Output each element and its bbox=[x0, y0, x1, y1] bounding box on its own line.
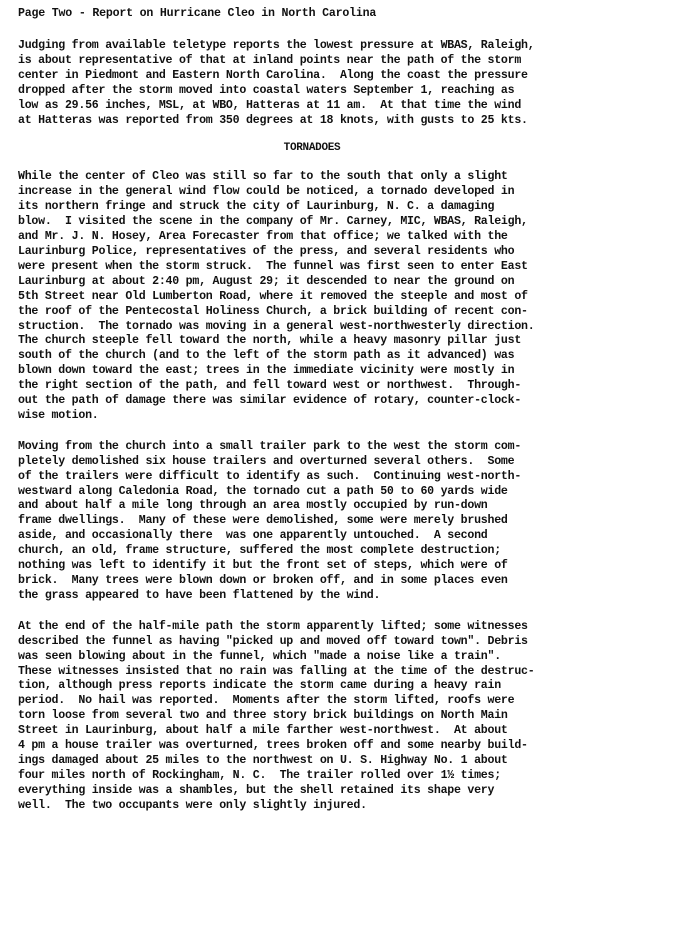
text-line: westward along Caledonia Road, the tornado cut a path 50 to 60 yards wide bbox=[18, 484, 508, 498]
text-line: described the funnel as having "picked up and moved off toward town". Debris bbox=[18, 634, 528, 648]
text-line: tion, although press reports indicate the storm came during a heavy rain bbox=[18, 679, 501, 693]
paragraph-storm-lifted bbox=[18, 620, 666, 814]
paragraph-tornado-development bbox=[18, 170, 666, 423]
text-line: torn loose from several two and three story brick buildings on North Main bbox=[18, 709, 508, 723]
text-line: is about representative of that at inland points near the path of the storm bbox=[18, 53, 522, 67]
text-line: church, an old, frame structure, suffered the most complete destruction; bbox=[18, 544, 501, 558]
paragraph-trailer-park-damage bbox=[18, 440, 666, 604]
text-line: At the end of the half-mile path the storm apparently lifted; some witnesses bbox=[18, 619, 528, 633]
text-line: at Hatteras was reported from 350 degrees at 18 knots, with gusts to 25 kts. bbox=[18, 113, 528, 127]
text-line: the roof of the Pentecostal Holiness Church, a brick building of recent con- bbox=[18, 304, 528, 318]
text-line: Laurinburg Police, representatives of the press, and several residents who bbox=[18, 244, 515, 258]
text-line: These witnesses insisted that no rain was falling at the time of the destruc- bbox=[18, 664, 535, 678]
text-line: nothing was left to identify it but the front set of steps, which were of bbox=[18, 559, 508, 573]
text-line: the grass appeared to have been flattened by the wind. bbox=[18, 588, 381, 602]
document-page bbox=[18, 6, 666, 814]
text-line: was seen blowing about in the funnel, which "made a noise like a train". bbox=[18, 649, 501, 663]
section-title-tornadoes: TORNADOES bbox=[283, 142, 341, 155]
text-line: blow. I visited the scene in the company of Mr. Carney, MIC, WBAS, Raleigh, bbox=[18, 215, 528, 229]
text-line: four miles north of Rockingham, N. C. The trailer rolled over 1½ times; bbox=[18, 768, 501, 782]
text-line: dropped after the storm moved into coastal waters September 1, reaching as bbox=[18, 83, 515, 97]
text-line: ings damaged about 25 miles to the northwest on U. S. Highway No. 1 about bbox=[18, 753, 508, 767]
text-line: low as 29.56 inches, MSL, at WBO, Hatteras at 11 am. At that time the wind bbox=[18, 98, 522, 112]
text-line: the right section of the path, and fell toward west or northwest. Through- bbox=[18, 379, 522, 393]
text-line: blown down toward the east; trees in the immediate vicinity were mostly in bbox=[18, 364, 515, 378]
text-line: Moving from the church into a small trailer park to the west the storm com- bbox=[18, 439, 522, 453]
text-line: of the trailers were difficult to identify as such. Continuing west-north- bbox=[18, 469, 522, 483]
text-line: well. The two occupants were only slightly injured. bbox=[18, 798, 367, 812]
text-line: Judging from available teletype reports the lowest pressure at WBAS, Raleigh, bbox=[18, 39, 535, 52]
text-line: out the path of damage there was similar evidence of rotary, counter-clock- bbox=[18, 394, 522, 408]
text-line: period. No hail was reported. Moments after the storm lifted, roofs were bbox=[18, 694, 515, 708]
text-line: and about half a mile long through an area mostly occupied by run-down bbox=[18, 499, 488, 513]
text-line: its northern fringe and struck the city of Laurinburg, N. C. a damaging bbox=[18, 200, 495, 214]
text-line: 4 pm a house trailer was overturned, trees broken off and some nearby build- bbox=[18, 739, 528, 753]
text-line: pletely demolished six house trailers and overturned several others. Some bbox=[18, 454, 515, 468]
text-line: frame dwellings. Many of these were demolished, some were merely brushed bbox=[18, 514, 508, 528]
text-line: increase in the general wind flow could be noticed, a tornado developed in bbox=[18, 185, 515, 199]
text-line: brick. Many trees were blown down or broken off, and in some places even bbox=[18, 574, 508, 587]
text-line: The church steeple fell toward the north, while a heavy masonry pillar just bbox=[18, 334, 522, 348]
text-line: and Mr. J. N. Hosey, Area Forecaster from that office; we talked with the bbox=[18, 230, 508, 244]
page-header: Page Two - Report on Hurricane Cleo in North Carolina bbox=[18, 7, 377, 20]
paragraph-pressure-report bbox=[18, 39, 666, 128]
text-line: Laurinburg at about 2:40 pm, August 29; it descended to near the ground on bbox=[18, 274, 515, 288]
text-line: south of the church (and to the left of the storm path as it advanced) was bbox=[18, 349, 515, 363]
text-line: struction. The tornado was moving in a general west-northwesterly direction. bbox=[18, 319, 535, 333]
text-line: 5th Street near Old Lumberton Road, where it removed the steeple and most of bbox=[18, 289, 528, 303]
text-line: center in Piedmont and Eastern North Carolina. Along the coast the pressure bbox=[18, 68, 528, 82]
text-line: wise motion. bbox=[18, 408, 99, 422]
text-line: were present when the storm struck. The funnel was first seen to enter East bbox=[18, 259, 528, 273]
text-line: aside, and occasionally there was one apparently untouched. A second bbox=[18, 529, 488, 543]
text-line: everything inside was a shambles, but the shell retained its shape very bbox=[18, 783, 495, 797]
text-line: While the center of Cleo was still so far to the south that only a slight bbox=[18, 170, 508, 184]
text-line: Street in Laurinburg, about half a mile farther west-northwest. At about bbox=[18, 724, 508, 738]
